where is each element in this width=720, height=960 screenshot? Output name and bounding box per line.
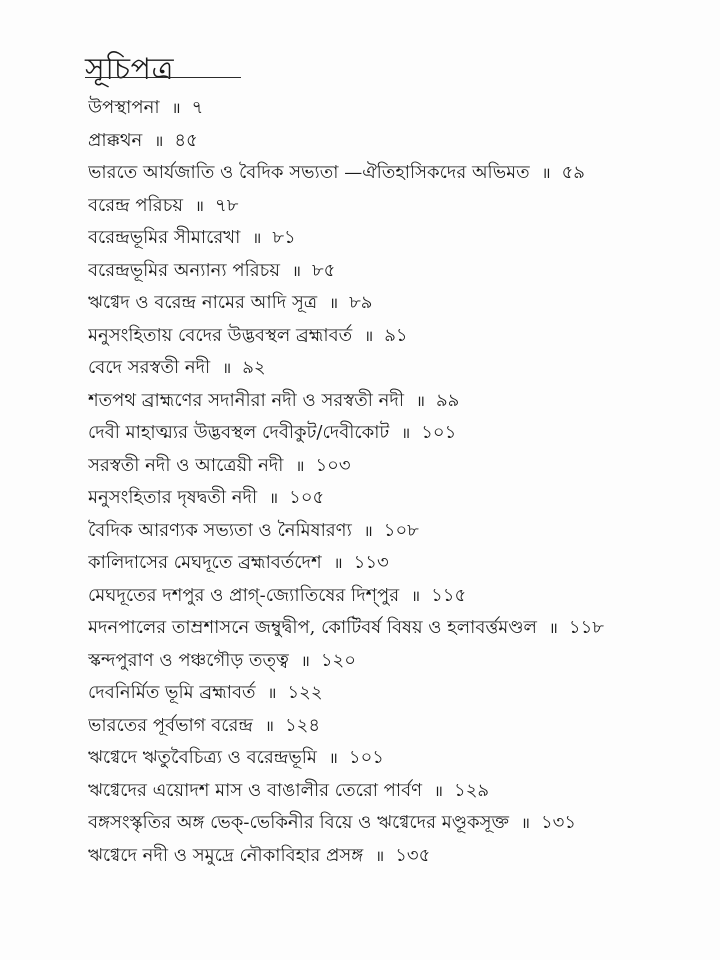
- toc-entry: [88, 450, 708, 483]
- toc-entry-title: ঋগ্বেদের এয়োদশ মাস ও বাঙালীর তেরো পার্বণ: [88, 779, 423, 801]
- toc-entry-separator: ॥: [269, 489, 280, 507]
- toc-entry-page-number: ১০৩: [315, 454, 351, 476]
- page-title: সূচিপত্র: [85, 52, 174, 88]
- toc-entry-separator: ॥: [434, 781, 445, 800]
- toc-entry-page-number: ১৩৫: [395, 844, 431, 866]
- toc-entry-title: দেবনির্মিত ভূমি ব্রহ্মাবর্ত: [88, 682, 256, 703]
- toc-entry: [88, 287, 708, 320]
- toc-entry-page-number: ৯২: [242, 357, 266, 378]
- toc-entry-title: বরেন্দ্রভূমির সীমারেখা: [88, 227, 241, 248]
- toc-entry-title: ভারতের পূর্বভাগ বরেন্দ্র: [88, 714, 253, 736]
- toc-entry-title: বরেন্দ্র পরিচয়: [88, 194, 184, 216]
- toc-entry-page-number: ১০১: [348, 747, 384, 768]
- toc-entry-title: শতপথ ব্রাহ্মণের সদানীরা নদী ও সরস্বতী নদী: [88, 389, 404, 411]
- toc-entry-title: ঋগ্বেদে নদী ও সমুদ্রে নৌকাবিহার প্রসঙ্গ: [88, 844, 364, 866]
- toc-entry-title: স্কন্দপুরাণ ও পঞ্চগৌড় তত্ত্ব: [88, 649, 289, 671]
- toc-entry-page-number: ৮৯: [349, 292, 373, 313]
- toc-entry-title: বৈদিক আরণ্যক সভ্যতা ও নৈমিষারণ্য: [88, 519, 352, 541]
- toc-entry-separator: ॥: [265, 716, 275, 735]
- toc-entry-separator: ॥: [401, 424, 412, 442]
- toc-entry: [88, 547, 708, 580]
- toc-entry-page-number: ৮১: [272, 227, 296, 248]
- toc-entry-separator: ॥: [328, 749, 339, 767]
- toc-entry-page-number: ৪৫: [174, 129, 198, 151]
- toc-entry-separator: ॥: [363, 521, 374, 540]
- toc-entry: [88, 807, 708, 840]
- toc-entry-title: বেদে সরস্বতী নদী: [88, 357, 211, 378]
- title-underline: [85, 77, 241, 78]
- toc-entry-title: বঙ্গসংস্কৃতির অঙ্গ ভেক্‌-ভেকিনীর বিয়ে ও ঋগ্বেদের মণ্ডূকসূক্ত: [88, 812, 509, 833]
- toc-entry-separator: ॥: [154, 131, 165, 150]
- toc-entry-separator: ॥: [252, 229, 263, 247]
- toc-entry: [88, 742, 708, 775]
- toc-entry-separator: ॥: [520, 814, 531, 832]
- toc-entry-separator: ॥: [411, 586, 422, 605]
- toc-entry-page-number: ১০১: [421, 422, 457, 443]
- toc-entry-separator: ॥: [541, 164, 552, 182]
- toc-entry-page-number: ৯১: [384, 324, 408, 346]
- toc-entry-page-number: ১২২: [287, 682, 323, 703]
- toc-entry: [88, 157, 708, 190]
- toc-entry-page-number: ১১৫: [431, 584, 467, 606]
- toc-entry-page-number: ১১৮: [568, 617, 604, 638]
- toc-entry: [88, 482, 708, 515]
- toc-entry-title: দেবী মাহাত্ম্যর উদ্ভবস্থল দেবীকুট/দেবীকোট: [88, 422, 390, 443]
- toc-entry-title: মেঘদূতের দশপুর ও প্রাগ্‌-জ্যোতিষের দিশ্‌পুর: [88, 584, 400, 606]
- table-of-contents: [88, 92, 708, 872]
- toc-entry-separator: ॥: [195, 196, 206, 215]
- toc-entry: [88, 612, 708, 645]
- toc-entry: [88, 255, 708, 288]
- toc-entry-page-number: ১০৮: [383, 519, 419, 541]
- toc-entry-separator: ॥: [267, 684, 278, 702]
- toc-entry-separator: ॥: [291, 261, 302, 280]
- toc-entry-title: কালিদাসের মেঘদূতে ব্রহ্মাবর্তদেশ: [88, 552, 322, 573]
- toc-entry-separator: ॥: [171, 99, 182, 117]
- toc-entry: [88, 320, 708, 353]
- toc-entry-separator: ॥: [329, 294, 340, 312]
- toc-entry-separator: ॥: [333, 554, 344, 572]
- toc-entry-page-number: ১০৫: [289, 487, 325, 508]
- toc-entry-page-number: ৫৯: [561, 162, 585, 183]
- toc-entry-page-number: ৮৫: [311, 259, 336, 281]
- toc-entry-title: উপস্থাপনা: [88, 97, 160, 118]
- toc-entry: [88, 580, 708, 613]
- toc-entry-page-number: ৭: [191, 97, 204, 118]
- toc-entry-title: মদনপালের তাম্রশাসনে জম্বুদ্বীপ, কোটিবর্ষ বিষয় ও হলাবর্ত্তমণ্ডল: [88, 617, 537, 638]
- toc-entry-title: বরেন্দ্রভূমির অন্যান্য পরিচয়: [88, 259, 280, 281]
- toc-entry-title: ভারতে আর্যজাতি ও বৈদিক সভ্যতা —ঐতিহাসিকদের অভিমত: [88, 162, 530, 183]
- toc-entry: [88, 515, 708, 548]
- toc-entry-page-number: ১২৪: [285, 714, 321, 736]
- toc-entry-title: প্রাক্কথন: [88, 129, 143, 151]
- toc-entry: [88, 775, 708, 808]
- toc-entry: [88, 840, 708, 873]
- toc-entry: [88, 92, 708, 125]
- toc-entry: [88, 125, 708, 158]
- toc-entry: [88, 352, 708, 385]
- toc-entry-separator: ॥: [375, 846, 386, 865]
- toc-entry-separator: ॥: [364, 326, 375, 345]
- toc-entry-separator: ॥: [300, 651, 311, 670]
- toc-entry-page-number: ১১৩: [353, 552, 389, 573]
- toc-entry-separator: ॥: [222, 359, 233, 377]
- toc-entry: [88, 645, 708, 678]
- toc-entry-separator: ॥: [415, 391, 426, 410]
- toc-entry: [88, 190, 708, 223]
- toc-entry-page-number: ১২৯: [454, 779, 490, 801]
- toc-entry-title: ঋগ্বেদে ঋতুবৈচিত্র্য ও বরেন্দ্রভূমি: [88, 747, 317, 768]
- toc-entry: [88, 710, 708, 743]
- toc-entry: [88, 222, 708, 255]
- toc-entry-separator: ॥: [548, 619, 559, 637]
- toc-entry-page-number: ৯৯: [435, 389, 460, 411]
- toc-entry: [88, 417, 708, 450]
- toc-entry-title: সরস্বতী নদী ও আত্রেয়ী নদী: [88, 454, 284, 476]
- toc-entry-title: মনুসংহিতার দৃষদ্বতী নদী: [88, 487, 258, 508]
- toc-entry-separator: ॥: [295, 456, 306, 475]
- toc-entry-title: ঋগ্বেদ ও বরেন্দ্র নামের আদি সূত্র: [88, 292, 318, 313]
- toc-entry: [88, 385, 708, 418]
- toc-entry-page-number: ১৩১: [540, 812, 577, 833]
- toc-entry: [88, 677, 708, 710]
- toc-entry-page-number: ১২০: [320, 649, 356, 671]
- toc-entry-page-number: ৭৮: [215, 194, 239, 216]
- toc-entry-title: মনুসংহিতায় বেদের উদ্ভবস্থল ব্রহ্মাবর্ত: [88, 324, 353, 346]
